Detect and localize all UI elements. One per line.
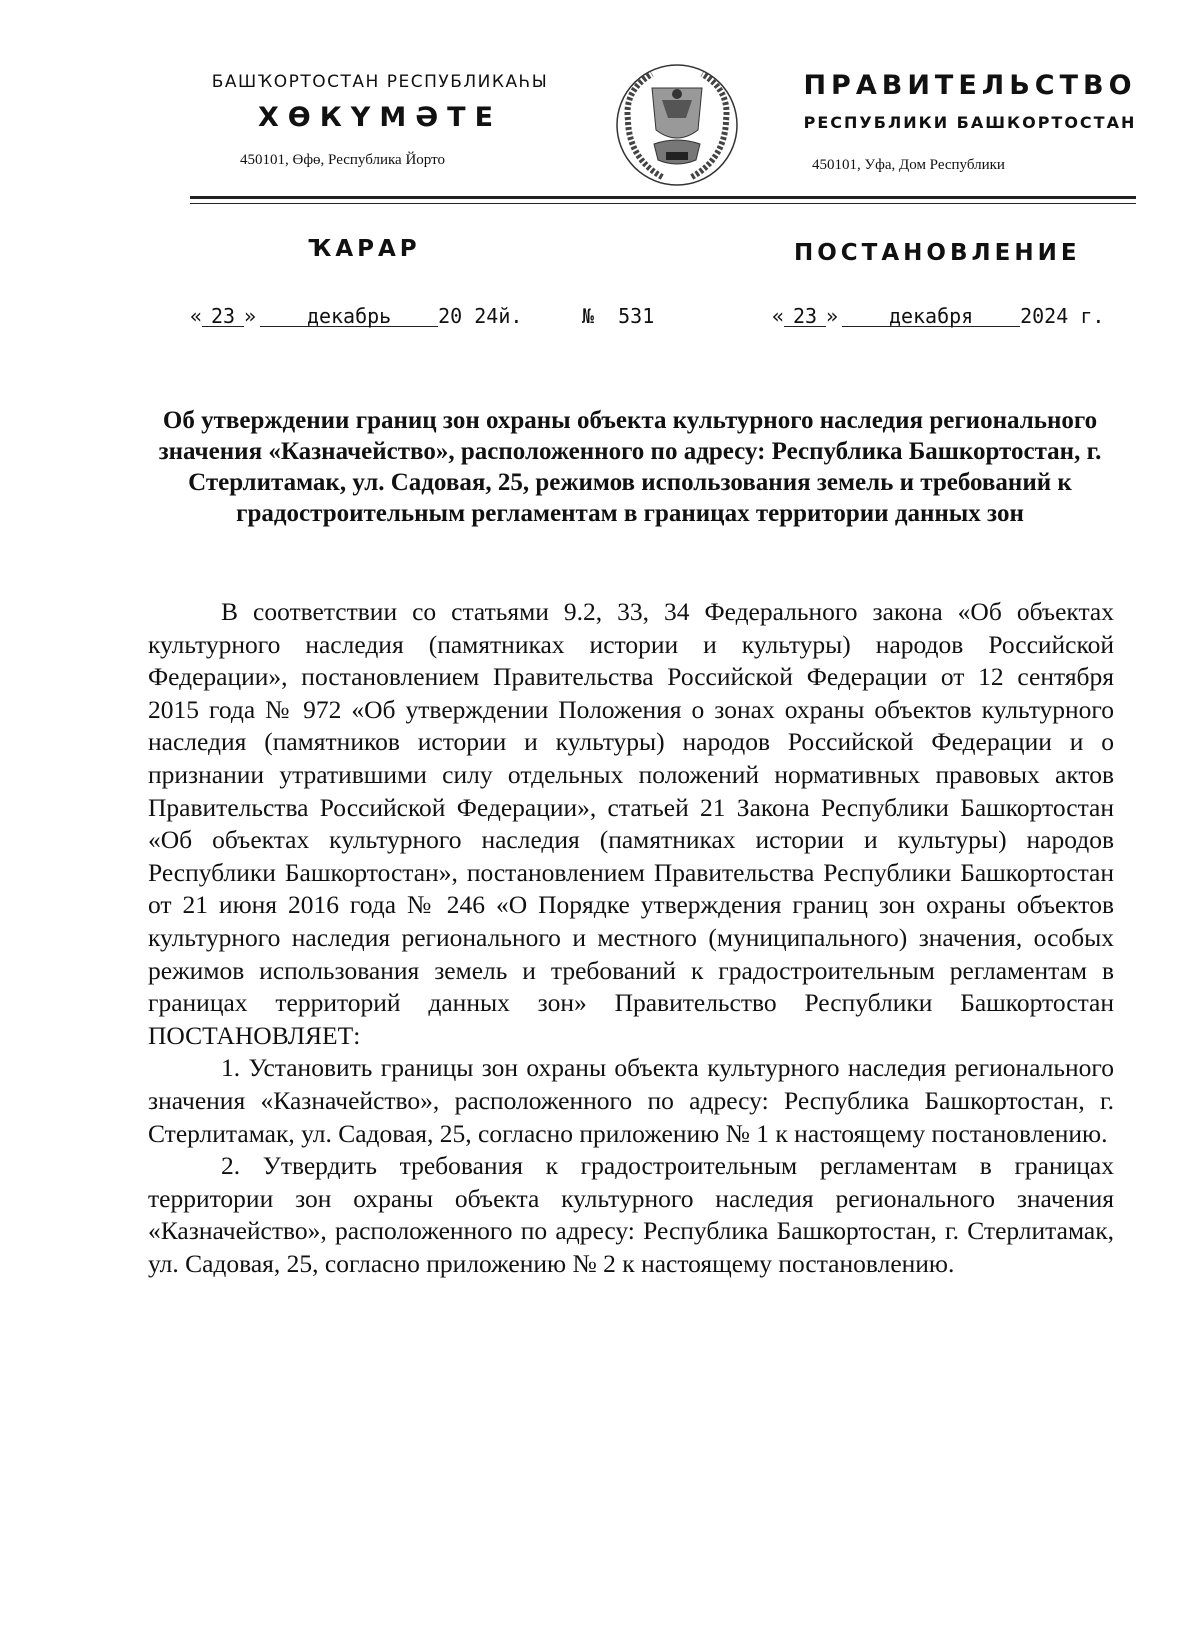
clause-2-paragraph: 2. Утвердить требования к градостроительным регламентам в границах территории зон охраны объекта культурного наследия регионального значения «Казначейство», расположенного по адресу: Республика Башкортостан, г. Стерлитамак, ул. Садовая, 25, согласно приложению № 2 к настоящему постановлению. — [148, 1151, 1114, 1278]
date-left-month: декабрь — [260, 306, 438, 327]
dateline-left: « 23 » декабрь 20 24й. — [190, 304, 523, 328]
header-right — [770, 70, 1170, 132]
date-right-year-suffix: г. — [1080, 304, 1105, 328]
dateline-right: « 23 » декабря 2024 г. — [772, 304, 1105, 328]
number-sign: № — [582, 304, 595, 328]
clause-1-paragraph: 1. Установить границы зон охраны объекта культурного наследия регионального значения «Казначейство», расположенного по адресу: Республика Башкортостан, г. Стерлитамак, ул. Садовая, 25, согласно приложению № 1 к настоящему постановлению. — [148, 1053, 1114, 1148]
header-divider-thick — [190, 196, 1136, 199]
header-left-address: 450101, Өфө, Республика Йорто — [240, 152, 445, 168]
number-value: 531 — [618, 304, 655, 328]
date-right-day: 23 — [784, 306, 826, 327]
doc-number — [582, 304, 654, 328]
date-right-month: декабря — [842, 306, 1020, 327]
preamble-paragraph: В соответствии со статьями 9.2, 33, 34 Федерального закона «Об объектах культурного наследия (памятниках истории и культуры) народов Российской Федерации», постановлением Правительства Российской Федерации от 12 сентября 2015 года № 972 «Об утверждении Положения о зонах охраны объектов культурного наследия (памятников истории и культуры) народов Российской Федерации и о признании утратившими силу отдельных положений нормативных правовых актов Правительства Российской Федерации», статьей 21 Закона Республики Башкортостан «Об объектах культурного наследия (памятниках истории и культуры) народов Республики Башкортостан», постановлением Правительства Республики Башкортостан от 21 июня 2016 года № 246 «О Порядке утверждения границ зон охраны объектов культурного наследия регионального и местного (муниципального) значения, особых режимов использования земель и требований к градостроительным регламентам в границах территорий данных зон» Правительство Республики Башкортостан ПОСТАНОВЛЯЕТ: — [148, 597, 1114, 1050]
header-left-line1: БАШҠОРТОСТАН РЕСПУБЛИКАҺЫ — [211, 72, 549, 92]
header-right-address: 450101, Уфа, Дом Республики — [812, 157, 1005, 173]
coat-of-arms-icon — [614, 60, 740, 190]
date-left-year-prefix: 20 — [438, 304, 463, 328]
doc-type-right: ПОСТАНОВЛЕНИЕ — [794, 240, 1081, 266]
date-left-day: 23 — [202, 306, 244, 327]
document-body — [148, 596, 1114, 1280]
date-left-year-suffix: 24й. — [474, 304, 523, 328]
doc-type-left: ҠАРАР — [308, 236, 421, 262]
header-right-line2: РЕСПУБЛИКИ БАШКОРТОСТАН — [803, 113, 1137, 132]
date-right-year: 2024 — [1020, 304, 1069, 328]
header-left — [170, 72, 590, 133]
header-right-line1: ПРАВИТЕЛЬСТВО — [803, 70, 1137, 101]
document-title: Об утверждении границ зон охраны объекта культурного наследия регионального значения «Казначейство», расположенного по адресу: Республика Башкортостан, г. Стерлитамак, ул. Садовая, 25, режимов использования земель и требований к градостроительным регламентам в границах территории данных зон — [158, 407, 1102, 527]
header-left-line2: ХӨКҮМӘТЕ — [257, 102, 503, 133]
header-divider-thin — [190, 203, 1136, 204]
